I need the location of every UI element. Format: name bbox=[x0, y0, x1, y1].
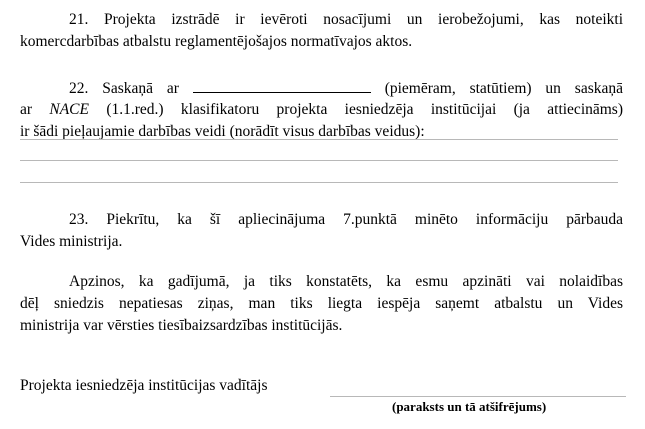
item-21-line-2: komercdarbības atbalstu reglamentējošajos normatīvajos aktos. bbox=[20, 33, 413, 50]
item-23-line-1: 23. Piekrītu, ka šī apliecinājuma 7.punktā minēto informāciju pārbauda bbox=[69, 211, 623, 228]
activity-fill-line-3[interactable] bbox=[20, 182, 618, 183]
item-21-line-1: 21. Projekta izstrādē ir ievēroti nosacījumi un ierobežojumi, kas noteikti bbox=[69, 11, 623, 28]
nace-term: NACE bbox=[49, 101, 89, 118]
item-22-line-2 bbox=[20, 100, 623, 120]
item-22-suffix: (piemēram, statūtiem) un saskaņā bbox=[384, 80, 624, 97]
item-22-line-1 bbox=[69, 78, 623, 98]
item-22-line-3: ir šādi pieļaujamie darbības veidi (norādīt visus darbības veidus): bbox=[20, 123, 425, 140]
signature-field[interactable] bbox=[330, 396, 626, 397]
declaration-line-1: Apzinos, ka gadījumā, ja tiks konstatēts, ka esmu apzināti vai nolaidības bbox=[69, 273, 623, 290]
signature-label: Projekta iesniedzēja institūcijas vadītājs bbox=[20, 377, 268, 394]
activity-fill-line-2[interactable] bbox=[20, 160, 618, 161]
item-22-line-2-prefix: ar bbox=[20, 101, 33, 118]
declaration-line-3: ministrija var vērsties tiesībaizsardzības institūcijās. bbox=[20, 317, 343, 334]
item-22-line-2-suffix: (1.1.red.) klasifikatoru projekta iesniedzēja institūcijai (ja attiecināms) bbox=[106, 101, 624, 118]
organization-document-blank[interactable] bbox=[193, 78, 371, 93]
declaration-line-2: dēļ sniedzis nepatiesas ziņas, man tiks liegta iespēja saņemt atbalstu un Vides bbox=[20, 295, 623, 312]
activity-fill-line-1[interactable] bbox=[20, 139, 618, 140]
signature-caption: (paraksts un tā atšifrējums) bbox=[392, 399, 547, 414]
item-23-line-2: Vides ministrija. bbox=[20, 233, 123, 250]
item-22-prefix: 22. Saskaņā ar bbox=[69, 80, 179, 97]
